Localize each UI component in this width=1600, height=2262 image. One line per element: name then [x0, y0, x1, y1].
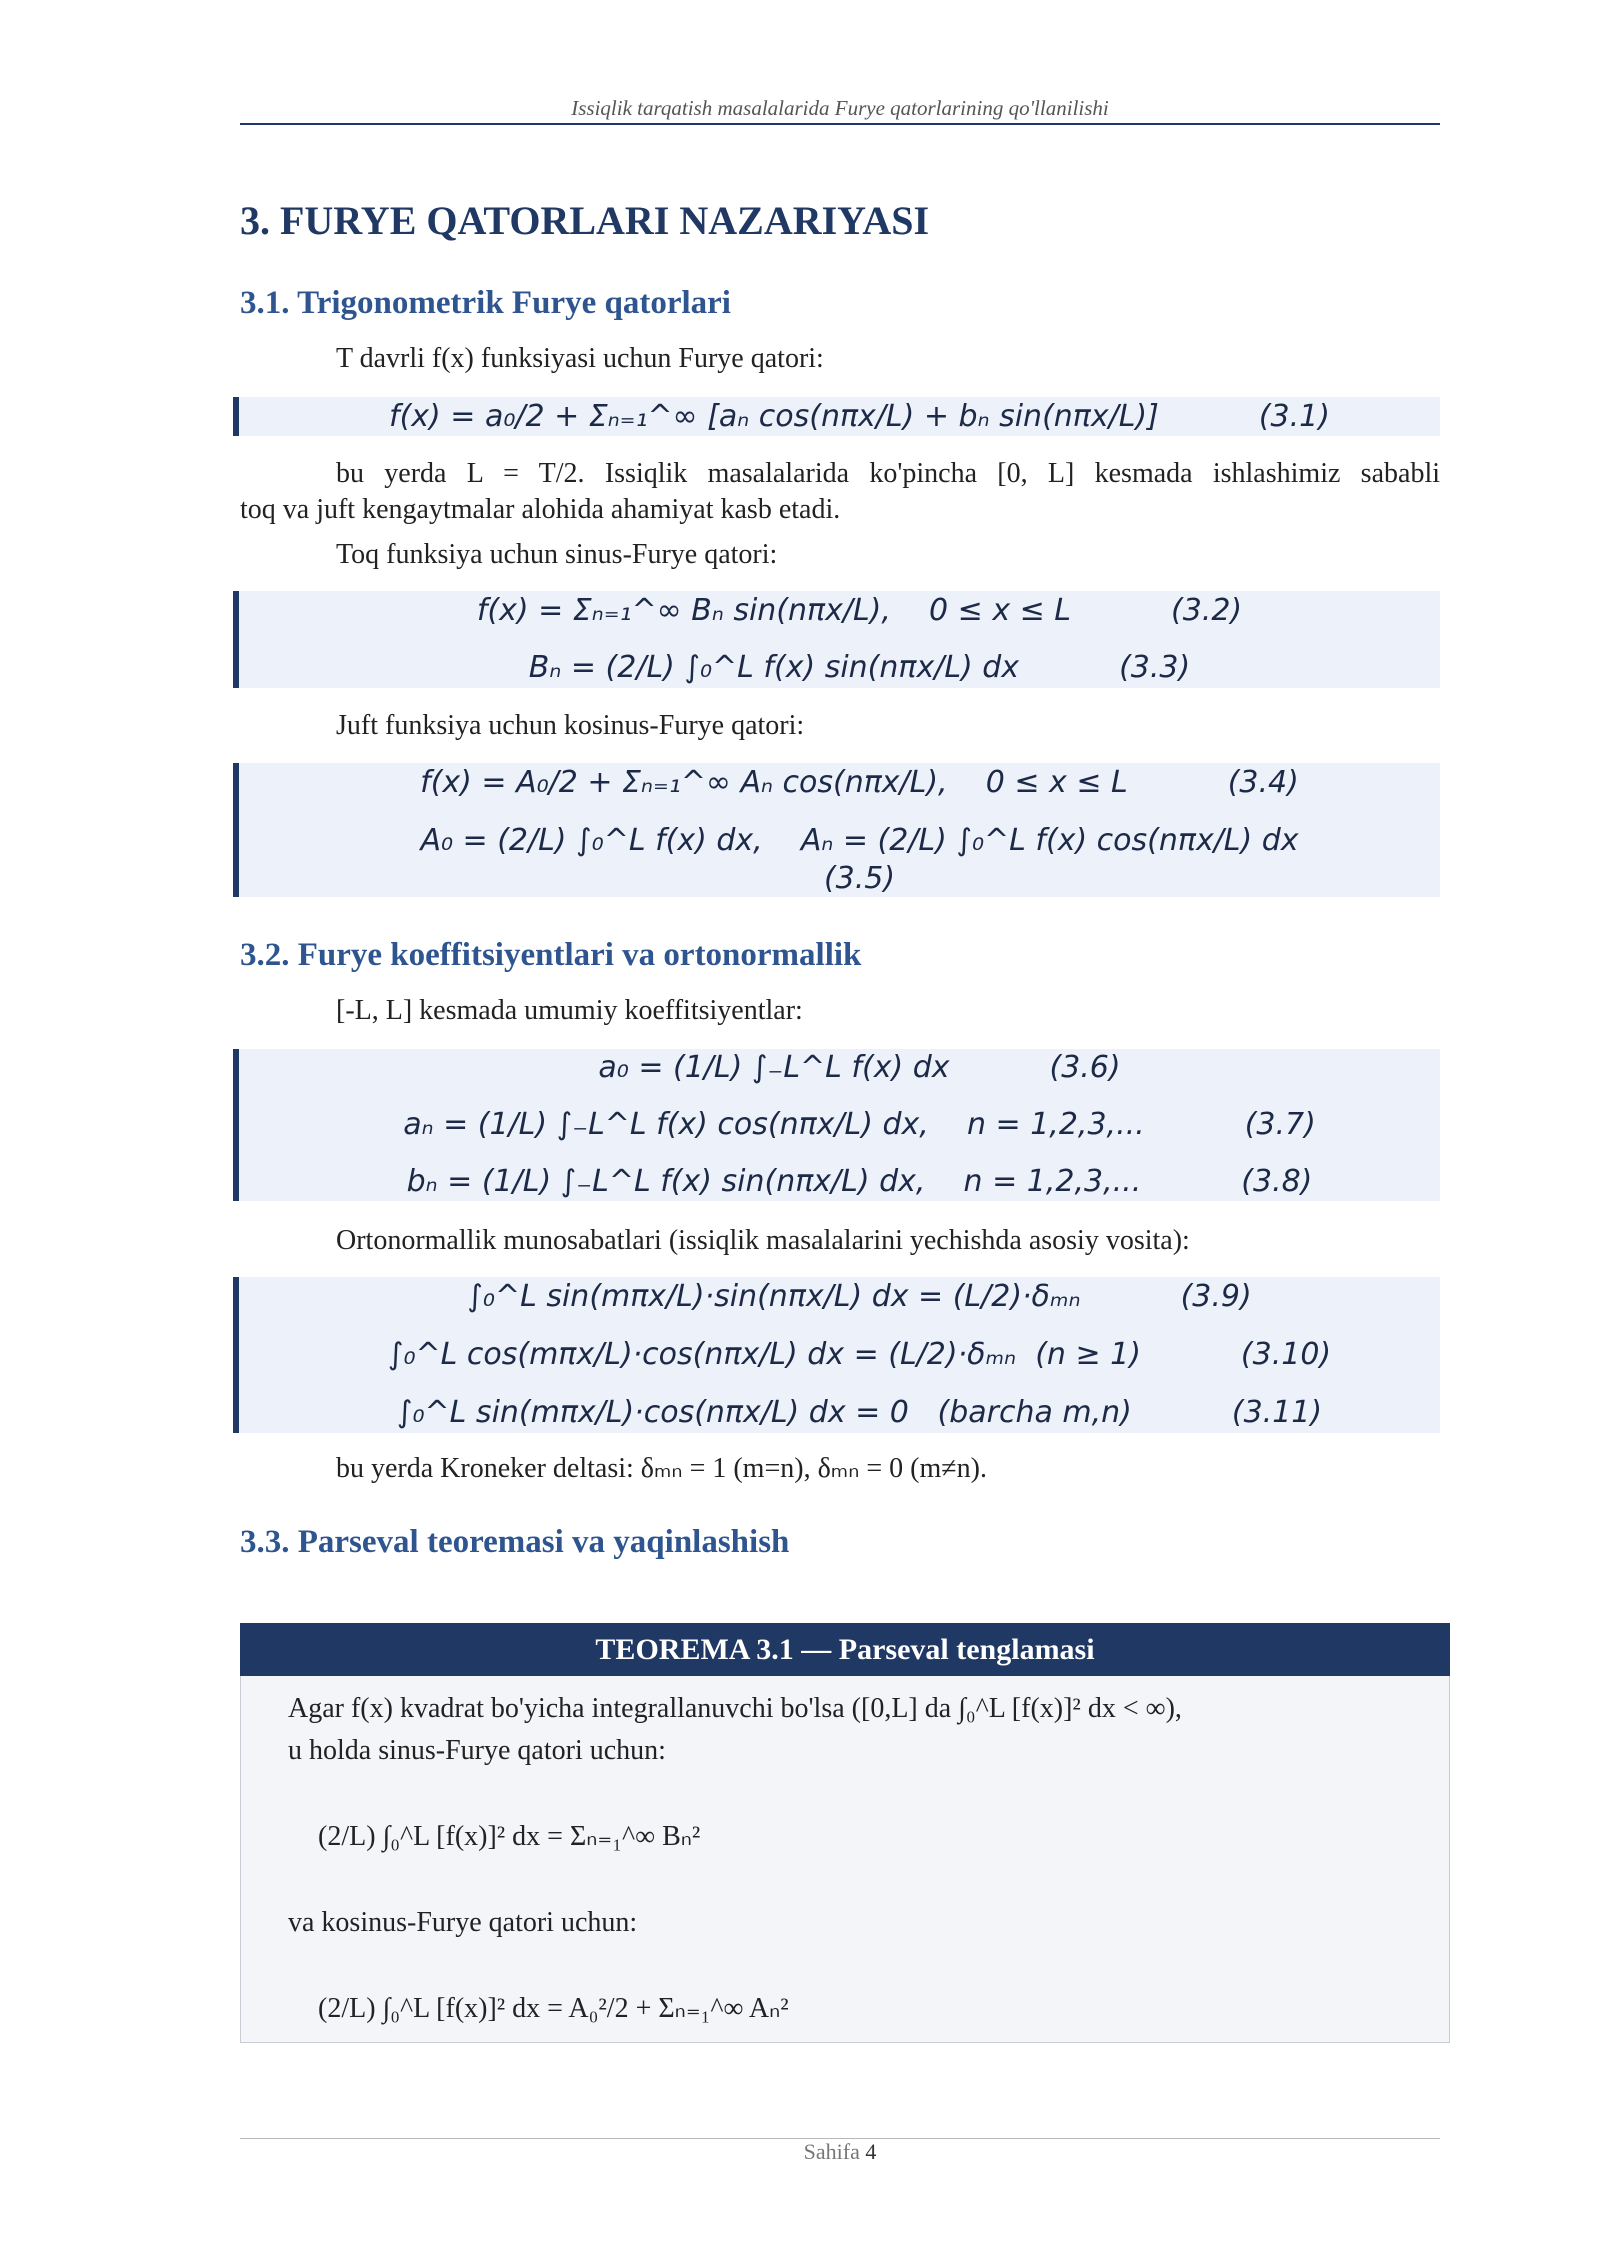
- paragraph-line: toq va juft kengaytmalar alohida ahamiyat kasb etadi.: [240, 494, 841, 525]
- theorem-box: [240, 1623, 1450, 2043]
- page-number: 4: [865, 2139, 877, 2164]
- equation-3-2: [279, 591, 1440, 631]
- equation-expression: aₙ = (1/L) ∫₋L^L f(x) cos(nπx/L) dx, n = 1,2,3,...: [403, 1107, 1145, 1142]
- equation-box-3-2-3-3: [233, 591, 1440, 688]
- equation-3-3: [279, 648, 1440, 688]
- equation-expression: f(x) = a₀/2 + Σₙ₌₁^∞ [aₙ cos(nπx/L) + bₙ sin(nπx/L)]: [389, 399, 1159, 434]
- equation-number: (3.5): [823, 861, 896, 896]
- equation-box-3-9-3-11: [233, 1277, 1440, 1433]
- equation-expression: A₀ = (2/L) ∫₀^L f(x) dx, Aₙ = (2/L) ∫₀^L f(x) cos(nπx/L) dx: [420, 823, 1299, 858]
- equation-expression: ∫₀^L sin(mπx/L)·cos(nπx/L) dx = 0 (barcha m,n): [396, 1395, 1132, 1430]
- equation-box-3-6-3-8: [233, 1049, 1440, 1201]
- section-heading-3-1: 3.1. Trigonometrik Furye qatorlari: [240, 285, 731, 321]
- theorem-title: TEOREMA 3.1 — Parseval tenglamasi: [240, 1623, 1450, 1676]
- cosine-series-intro: Juft funksiya uchun kosinus-Furye qatori:: [336, 710, 805, 741]
- equation-expression: Bₙ = (2/L) ∫₀^L f(x) sin(nπx/L) dx: [528, 650, 1020, 685]
- equation-box-3-4-3-5: [233, 763, 1440, 897]
- equation-number: (3.10): [1240, 1337, 1332, 1372]
- equation-expression: bₙ = (1/L) ∫₋L^L f(x) sin(nπx/L) dx, n = 1,2,3,...: [406, 1164, 1142, 1199]
- equation-3-1: [279, 397, 1440, 436]
- theorem-condition-line: Agar f(x) kvadrat bo'yicha integrallanuvchi bo'lsa ([0,L] da ∫₀^L [f(x)]² dx < ∞),: [288, 1693, 1182, 1724]
- chapter-title: 3. FURYE QATORLARI NAZARIYASI: [240, 198, 930, 243]
- equation-number: (3.6): [1049, 1050, 1121, 1085]
- equation-box-3-1: [233, 397, 1440, 436]
- running-header: Issiqlik tarqatish masalalarida Furye qatorlarining qo'llanilishi: [571, 96, 1109, 120]
- equation-number: (3.4): [1227, 765, 1299, 800]
- equation-expression: f(x) = A₀/2 + Σₙ₌₁^∞ Aₙ cos(nπx/L), 0 ≤ x ≤ L: [420, 765, 1128, 800]
- equation-number: (3.8): [1241, 1164, 1313, 1199]
- equation-3-11: [279, 1393, 1440, 1433]
- section-heading-3-2: 3.2. Furye koeffitsiyentlari va ortonormallik: [240, 937, 862, 973]
- section-3-1-intro: T davrli f(x) funksiyasi uchun Furye qatori:: [336, 343, 824, 374]
- equation-number: (3.2): [1171, 593, 1243, 628]
- header-rule: [240, 123, 1440, 125]
- equation-3-8: [279, 1163, 1440, 1201]
- equation-3-9: [279, 1277, 1440, 1317]
- equation-number: (3.1): [1258, 399, 1330, 434]
- equation-3-7: [279, 1106, 1440, 1144]
- parseval-cosine-formula: (2/L) ∫₀^L [f(x)]² dx = A₀²/2 + Σₙ₌₁^∞ Aₙ²: [318, 1993, 789, 2024]
- paragraph-period-note: [240, 456, 1440, 528]
- theorem-condition-line: u holda sinus-Furye qatori uchun:: [288, 1735, 666, 1766]
- equation-number: (3.7): [1244, 1107, 1316, 1142]
- paragraph-line: bu yerda L = T/2. Issiqlik masalalarida ko'pincha [0, L] kesmada ishlashimiz sababli: [336, 458, 1440, 489]
- equation-number: (3.11): [1231, 1395, 1323, 1430]
- equation-number: (3.3): [1119, 650, 1191, 685]
- equation-3-10: [279, 1335, 1440, 1375]
- orthonormality-intro: Ortonormallik munosabatlari (issiqlik masalalarini yechishda asosiy vosita):: [336, 1225, 1190, 1256]
- equation-expression: ∫₀^L sin(mπx/L)·sin(nπx/L) dx = (L/2)·δₘₙ: [467, 1279, 1081, 1314]
- section-3-2-intro: [-L, L] kesmada umumiy koeffitsiyentlar:: [336, 995, 803, 1026]
- equation-expression: f(x) = Σₙ₌₁^∞ Bₙ sin(nπx/L), 0 ≤ x ≤ L: [476, 593, 1072, 628]
- equation-3-6: [279, 1049, 1440, 1087]
- sine-series-intro: Toq funksiya uchun sinus-Furye qatori:: [336, 539, 778, 570]
- section-heading-3-3: 3.3. Parseval teoremasi va yaqinlashish: [240, 1524, 790, 1560]
- equation-expression: ∫₀^L cos(mπx/L)·cos(nπx/L) dx = (L/2)·δₘₙ (n ≥ 1): [387, 1337, 1141, 1372]
- equation-expression: a₀ = (1/L) ∫₋L^L f(x) dx: [598, 1050, 950, 1085]
- footer-label: Sahifa: [803, 2139, 860, 2164]
- page-footer: [240, 2139, 1440, 2165]
- kronecker-delta-note: bu yerda Kroneker deltasi: δₘₙ = 1 (m=n), δₘₙ = 0 (m≠n).: [336, 1453, 987, 1484]
- theorem-cosine-intro: va kosinus-Furye qatori uchun:: [288, 1907, 638, 1938]
- equation-number: (3.9): [1180, 1279, 1252, 1314]
- equation-3-4: [279, 763, 1440, 803]
- parseval-sine-formula: (2/L) ∫₀^L [f(x)]² dx = Σₙ₌₁^∞ Bₙ²: [318, 1821, 701, 1852]
- equation-3-5: [279, 821, 1440, 861]
